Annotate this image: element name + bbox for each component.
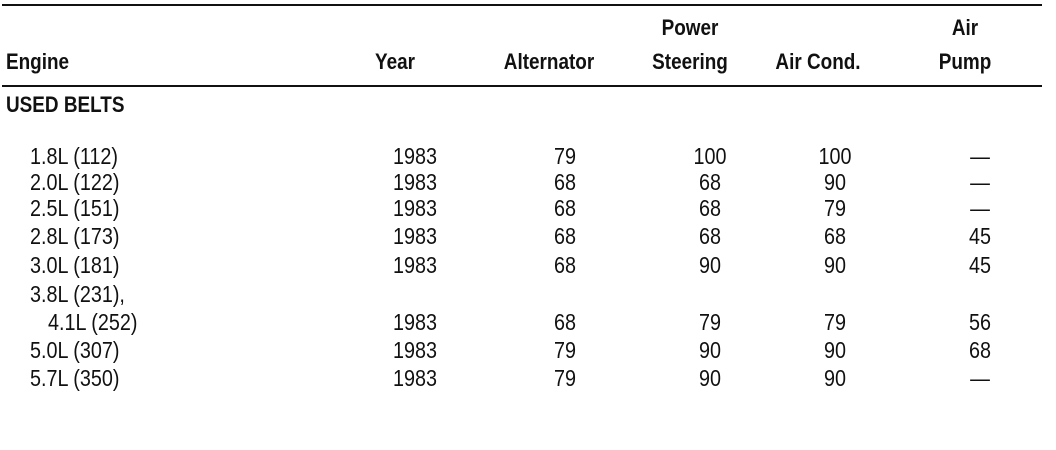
top-rule bbox=[2, 4, 1042, 6]
cell-year: 1983 bbox=[392, 252, 437, 278]
cell-power-steering: 90 bbox=[698, 365, 722, 391]
cell-year: 1983 bbox=[392, 169, 437, 195]
cell-engine: 2.5L (151) bbox=[30, 195, 120, 221]
cell-year: 1983 bbox=[392, 223, 437, 249]
cell-air-pump: 68 bbox=[968, 337, 992, 363]
cell-year: 1983 bbox=[392, 195, 437, 221]
cell-engine: 5.7L (350) bbox=[30, 365, 120, 391]
cell-power-steering: 68 bbox=[698, 223, 722, 249]
cell-alternator: 79 bbox=[553, 365, 577, 391]
cell-air-cond: 90 bbox=[823, 252, 847, 278]
cell-power-steering: 79 bbox=[698, 309, 722, 335]
header-power-steering-line1: Power bbox=[661, 15, 719, 40]
cell-air-pump: 56 bbox=[968, 309, 992, 335]
cell-air-pump: — bbox=[970, 169, 990, 195]
cell-air-pump: — bbox=[970, 143, 990, 169]
header-year: Year bbox=[375, 49, 415, 74]
cell-air-cond: 79 bbox=[823, 309, 847, 335]
cell-engine: 4.1L (252) bbox=[48, 309, 138, 335]
header-rule bbox=[2, 85, 1042, 87]
cell-air-pump: 45 bbox=[968, 252, 992, 278]
header-air-pump-line1: Air bbox=[951, 15, 979, 40]
cell-year: 1983 bbox=[392, 143, 437, 169]
cell-air-pump: 45 bbox=[968, 223, 992, 249]
header-air-pump-line2: Pump bbox=[938, 49, 992, 74]
cell-air-cond: 79 bbox=[823, 195, 847, 221]
cell-power-steering: 68 bbox=[698, 169, 722, 195]
cell-air-cond: 90 bbox=[823, 169, 847, 195]
cell-year: 1983 bbox=[392, 337, 437, 363]
header-power-steering-line2: Steering bbox=[652, 49, 728, 74]
cell-engine: 5.0L (307) bbox=[30, 337, 120, 363]
cell-alternator: 68 bbox=[553, 252, 577, 278]
header-engine: Engine bbox=[6, 49, 70, 74]
cell-alternator: 79 bbox=[553, 143, 577, 169]
cell-air-cond: 68 bbox=[823, 223, 847, 249]
header-air-cond: Air Cond. bbox=[775, 49, 861, 74]
section-title: USED BELTS bbox=[6, 92, 125, 117]
cell-air-cond: 90 bbox=[823, 337, 847, 363]
cell-engine: 1.8L (112) bbox=[30, 143, 118, 169]
cell-power-steering: 100 bbox=[693, 143, 727, 169]
cell-year: 1983 bbox=[392, 309, 437, 335]
cell-air-cond: 90 bbox=[823, 365, 847, 391]
cell-year: 1983 bbox=[392, 365, 437, 391]
cell-alternator: 68 bbox=[553, 169, 577, 195]
cell-air-pump: — bbox=[970, 365, 990, 391]
cell-air-pump: — bbox=[970, 195, 990, 221]
cell-air-cond: 100 bbox=[818, 143, 852, 169]
cell-alternator: 68 bbox=[553, 223, 577, 249]
cell-alternator: 79 bbox=[553, 337, 577, 363]
cell-power-steering: 90 bbox=[698, 252, 722, 278]
header-alternator: Alternator bbox=[503, 49, 595, 74]
cell-power-steering: 68 bbox=[698, 195, 722, 221]
cell-alternator: 68 bbox=[553, 195, 577, 221]
cell-engine: 2.8L (173) bbox=[30, 223, 120, 249]
cell-engine: 3.0L (181) bbox=[30, 252, 120, 278]
cell-power-steering: 90 bbox=[698, 337, 722, 363]
cell-engine: 3.8L (231), bbox=[30, 281, 125, 307]
cell-alternator: 68 bbox=[553, 309, 577, 335]
cell-engine: 2.0L (122) bbox=[30, 169, 120, 195]
